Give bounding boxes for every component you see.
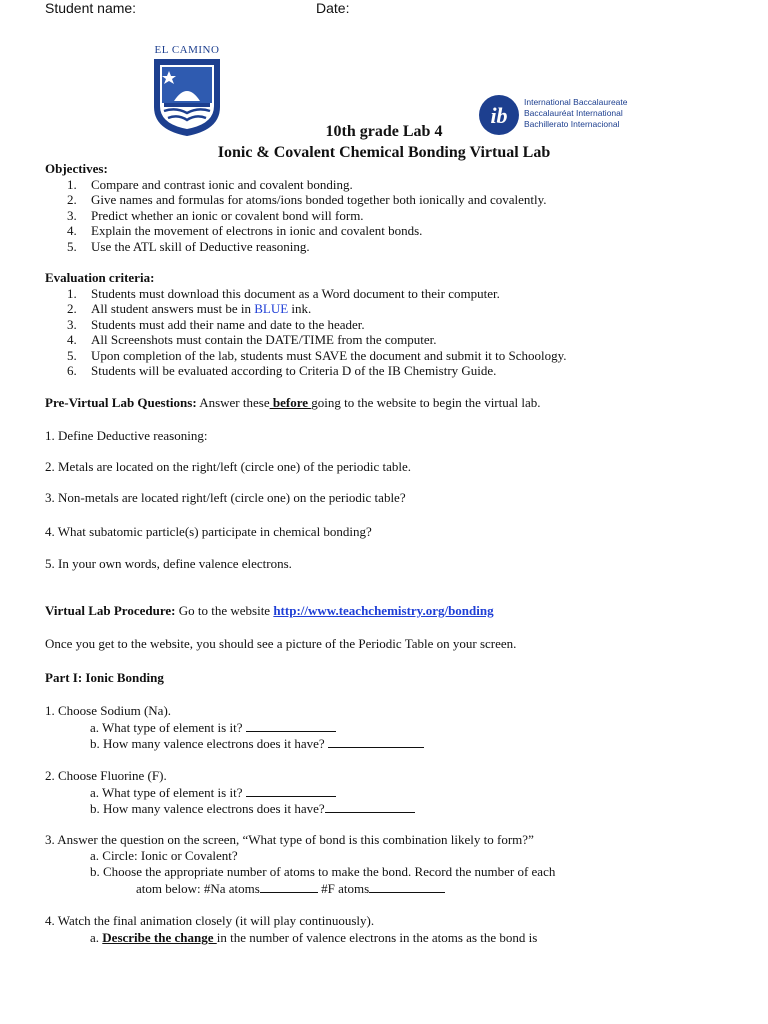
- answer-blank[interactable]: [260, 880, 318, 893]
- evaluation-item: 4. All Screenshots must contain the DATE/TIME from the computer.: [67, 332, 437, 347]
- evaluation-item: 1. Students must download this document as a Word document to their computer.: [67, 286, 500, 301]
- blue-ink-word: BLUE: [254, 301, 289, 316]
- procedure-line: Virtual Lab Procedure: Go to the website http://www.teachchemistry.org/bonding: [45, 603, 494, 618]
- answer-blank[interactable]: [246, 784, 336, 797]
- prelab-question: 3. Non-metals are located right/left (circle one) on the periodic table?: [45, 490, 406, 505]
- part1-substep: b. How many valence electrons does it have?: [90, 800, 415, 817]
- part1-substep: b. Choose the appropriate number of atoms to make the bond. Record the number of each: [90, 864, 556, 879]
- prelab-question: 1. Define Deductive reasoning:: [45, 428, 208, 443]
- part1-step: 4. Watch the final animation closely (it will play continuously).: [45, 913, 375, 928]
- objective-item: 5. Use the ATL skill of Deductive reasoning.: [67, 239, 310, 254]
- evaluation-heading: Evaluation criteria:: [45, 270, 155, 285]
- lab-title: 10th grade Lab 4: [325, 123, 443, 140]
- objective-item: 4. Explain the movement of electrons in ionic and covalent bonds.: [67, 223, 423, 238]
- answer-blank[interactable]: [328, 735, 424, 748]
- prelab-question: 5. In your own words, define valence electrons.: [45, 556, 292, 571]
- ib-line-french: Baccalauréat International: [524, 108, 623, 118]
- answer-blank[interactable]: [246, 719, 336, 732]
- el-camino-wordmark: EL CAMINO: [154, 44, 220, 56]
- lab-subtitle: Ionic & Covalent Chemical Bonding Virtual Lab: [217, 144, 551, 161]
- part1-substep: a. What type of element is it?: [90, 784, 336, 801]
- objective-item: 1. Compare and contrast ionic and covalent bonding.: [67, 177, 353, 192]
- evaluation-item: 6. Students will be evaluated according to Criteria D of the IB Chemistry Guide.: [67, 363, 497, 378]
- bonding-website-link[interactable]: http://www.teachchemistry.org/bonding: [273, 603, 494, 618]
- part1-step: 2. Choose Fluorine (F).: [45, 768, 167, 783]
- part1-step: 3. Answer the question on the screen, “What type of bond is this combination likely to form?”: [45, 832, 534, 847]
- ib-line-english: International Baccalaureate: [524, 97, 628, 107]
- objective-item: 3. Predict whether an ionic or covalent bond will form.: [67, 208, 364, 223]
- evaluation-item: 2. All student answers must be in BLUE ink.: [67, 301, 312, 316]
- part1-step: 1. Choose Sodium (Na).: [45, 703, 172, 718]
- part1-substep: atom below: #Na atoms #F atoms: [136, 880, 445, 897]
- svg-text:ib: ib: [490, 103, 508, 128]
- part1-heading: Part I: Ionic Bonding: [45, 670, 164, 685]
- evaluation-item: 3. Students must add their name and date to the header.: [67, 317, 365, 332]
- prelab-question: 4. What subatomic particle(s) participate in chemical bonding?: [45, 524, 372, 539]
- procedure-once-text: Once you get to the website, you should see a picture of the Periodic Table on your screen.: [45, 636, 517, 651]
- part1-substep: a. What type of element is it?: [90, 719, 336, 736]
- date-label: Date:: [316, 0, 350, 16]
- objective-item: 2. Give names and formulas for atoms/ions bonded together both ionically and covalently.: [67, 192, 547, 207]
- evaluation-item: 5. Upon completion of the lab, students must SAVE the document and submit it to Schoology.: [67, 348, 567, 363]
- ib-line-spanish: Bachillerato Internacional: [524, 119, 620, 129]
- student-name-label: Student name:: [45, 0, 137, 16]
- answer-blank[interactable]: [369, 880, 445, 893]
- part1-substep: a. Circle: Ionic or Covalent?: [90, 848, 238, 863]
- part1-substep: a. Describe the change in the number of valence electrons in the atoms as the bond is: [90, 930, 538, 945]
- objectives-heading: Objectives:: [45, 161, 108, 176]
- answer-blank[interactable]: [325, 800, 415, 813]
- part1-substep: b. How many valence electrons does it have?: [90, 735, 424, 752]
- prelab-question: 2. Metals are located on the right/left (circle one) of the periodic table.: [45, 459, 412, 474]
- prelab-intro: Pre-Virtual Lab Questions: Answer these before going to the website to begin the virtual lab.: [45, 395, 541, 410]
